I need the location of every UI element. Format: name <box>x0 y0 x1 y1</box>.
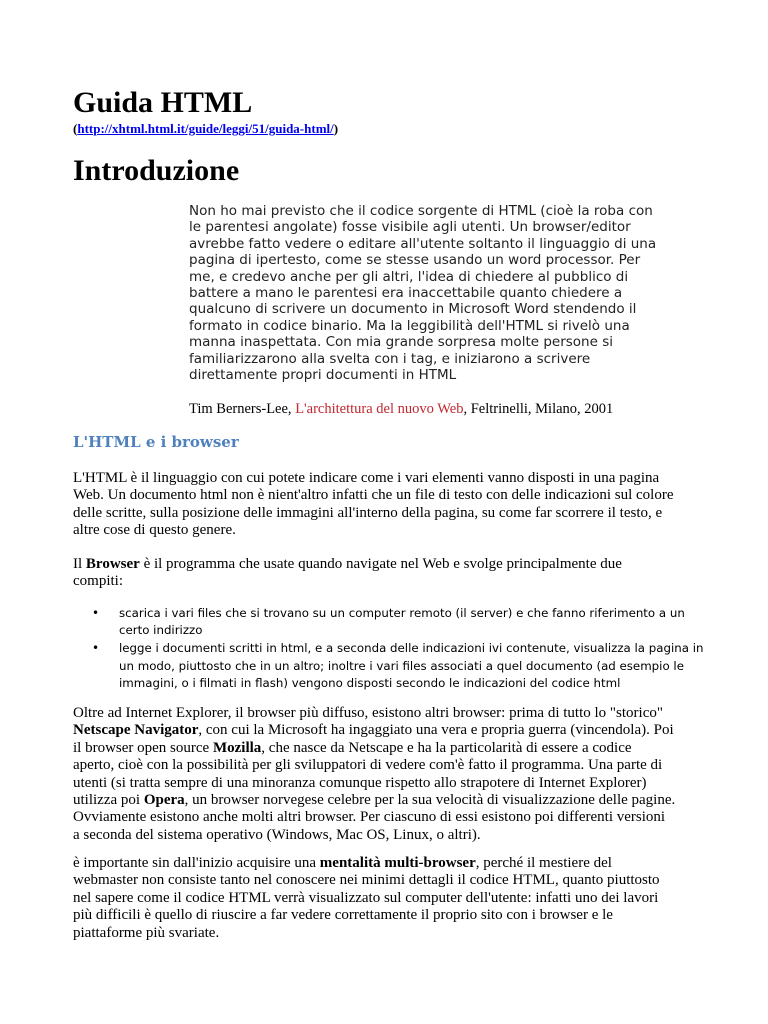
paragraph-4 <box>73 855 660 942</box>
text-run: utilizza poi <box>73 792 144 809</box>
citation-publisher: , Feltrinelli, Milano, 2001 <box>463 401 614 417</box>
text-run: è il programma che usate quando navigate nel Web e svolge principalmente due <box>139 556 622 572</box>
paragraph-line: nel sapere come il codice HTML verrà visualizzato sul computer dell'utente: infatti uno dei lavori <box>73 889 659 906</box>
paragraph-line: altre cose di questo genere. <box>73 522 236 539</box>
bullet-list <box>92 605 704 692</box>
section-title: Introduzione <box>73 154 240 187</box>
list-item <box>92 640 704 692</box>
quote-line: le parentesi angolate) fosse visibile agli utenti. Un browser/editor <box>189 219 631 236</box>
quote-citation <box>189 400 613 418</box>
text-run: , un browser norvegese celebre per la sua velocità di visualizzazione delle pagine. <box>184 792 676 809</box>
text-run: Il <box>73 556 86 572</box>
bold-term-netscape: Netscape Navigator <box>73 722 199 739</box>
subheading: L'HTML e i browser <box>73 433 239 451</box>
citation-author: Tim Berners-Lee, <box>189 401 296 417</box>
text-run: è importante sin dall'inizio acquisire una <box>73 855 320 871</box>
list-item-line: un modo, piuttosto che in un altro; inoltre i vari files associati a quel documento (ad esempio le <box>119 658 684 673</box>
text-run: , che nasce da Netscape e ha la particolarità di essere a codice <box>261 739 632 756</box>
paragraph-line: compiti: <box>73 573 123 590</box>
paragraph-1 <box>73 470 674 540</box>
paragraph-line <box>73 556 622 573</box>
epigraph-quote <box>189 203 656 383</box>
text-run: il browser open source <box>73 739 213 756</box>
bold-term-multibrowser: mentalità multi-browser <box>319 855 476 871</box>
paragraph-line: utenti (si tratta sempre di una minoranza comunque rispetto allo strapotere di Internet Explorer) <box>73 774 647 791</box>
paragraph-line: Ovviamente esistono anche molti altri browser. Per ciascuno di essi esistono poi differenti versioni <box>73 809 666 826</box>
bold-term-browser: Browser <box>85 556 140 572</box>
paragraph-line: Oltre ad Internet Explorer, il browser più diffuso, esistono altri browser: prima di tutto lo "storico" <box>73 705 663 721</box>
paragraph-line <box>73 740 675 757</box>
quote-line: me, e credevo anche per gli altri, l'idea di chiedere al pubblico di <box>189 268 629 285</box>
list-item-line: immagini, o i filmati in flash) vengono disposti secondo le indicazioni del codice html <box>119 675 621 690</box>
citation-book-title: L'architettura del nuovo Web <box>295 401 464 417</box>
page-title: Guida HTML <box>73 86 253 119</box>
list-item-line: scarica i vari files che si trovano su un computer remoto (il server) e che fanno riferimento a un <box>119 606 685 620</box>
paragraph-line <box>73 792 675 809</box>
list-item-line: legge i documenti scritti in html, e a seconda delle indicazioni ivi contenute, visualizza la pagina in <box>119 641 704 656</box>
list-item-line: certo indirizzo <box>119 623 203 638</box>
paragraph-2 <box>73 556 622 591</box>
bullet-marker: • <box>92 606 100 620</box>
bold-term-mozilla: Mozilla <box>212 739 262 756</box>
text-run: , con cui la Microsoft ha ingaggiato una vera e propria guerra (vincendola). Poi <box>198 722 674 739</box>
paragraph-line: L'HTML è il linguaggio con cui potete indicare come i vari elementi vanno disposti in una pagina <box>73 470 660 486</box>
bold-term-opera: Opera <box>143 792 185 809</box>
quote-line: avrebbe fatto vedere o editare all'utente soltanto il linguaggio di una <box>189 235 657 252</box>
source-url-link[interactable]: http://xhtml.html.it/guide/leggi/51/guida-html/ <box>77 121 334 136</box>
bullet-marker: • <box>92 641 100 656</box>
paragraph-line: Web. Un documento html non è nient'altro infatti che un file di testo con delle indicazioni sul colore <box>73 487 674 504</box>
paragraph-line: webmaster non consiste tanto nel conoscere nei minimi dettagli il codice HTML, quanto piuttosto <box>73 872 660 889</box>
quote-line: manna inaspettata. Con mia grande sorpresa molte persone si <box>189 334 613 351</box>
paragraph-3 <box>73 705 675 844</box>
paragraph-line: piattaforme più svariate. <box>73 924 220 941</box>
quote-line: familiarizzarono alla svelta con i tag, e iniziarono a scrivere <box>189 350 591 367</box>
quote-line: battere a mano le parentesi era inaccettabile quanto chiedere a <box>189 285 623 302</box>
quote-line: pagina di ipertesto, come se stesse usando un word processor. Per <box>189 252 641 269</box>
paragraph-line: a seconda del sistema operativo (Windows, Mac OS, Linux, o altri). <box>73 826 481 843</box>
url-open-paren: ( <box>73 121 78 136</box>
paragraph-line: delle scritte, sulla posizione delle immagini all'interno della pagina, su come far scorrere il testo, e <box>73 504 663 521</box>
quote-line: direttamente propri documenti in HTML <box>189 367 457 384</box>
source-url-line <box>73 121 338 137</box>
url-close-paren: ) <box>333 121 339 136</box>
quote-line: qualcuno di scrivere un documento in Microsoft Word stendendo il <box>189 301 637 318</box>
paragraph-line: aperto, cioè con la possibilità per gli sviluppatori di vedere com'è fatto il programma. Una parte di <box>73 757 663 774</box>
paragraph-line: più difficili è quello di riuscire a far vedere correttamente il proprio sito con i browser e le <box>73 907 613 924</box>
quote-line: formato in codice binario. Ma la leggibilità dell'HTML si rivelò una <box>189 317 630 334</box>
text-run: , perché il mestiere del <box>475 855 612 871</box>
quote-line: Non ho mai previsto che il codice sorgente di HTML (cioè la roba con <box>189 203 653 219</box>
paragraph-line <box>73 855 660 872</box>
list-item <box>92 605 703 639</box>
paragraph-line <box>73 722 675 739</box>
